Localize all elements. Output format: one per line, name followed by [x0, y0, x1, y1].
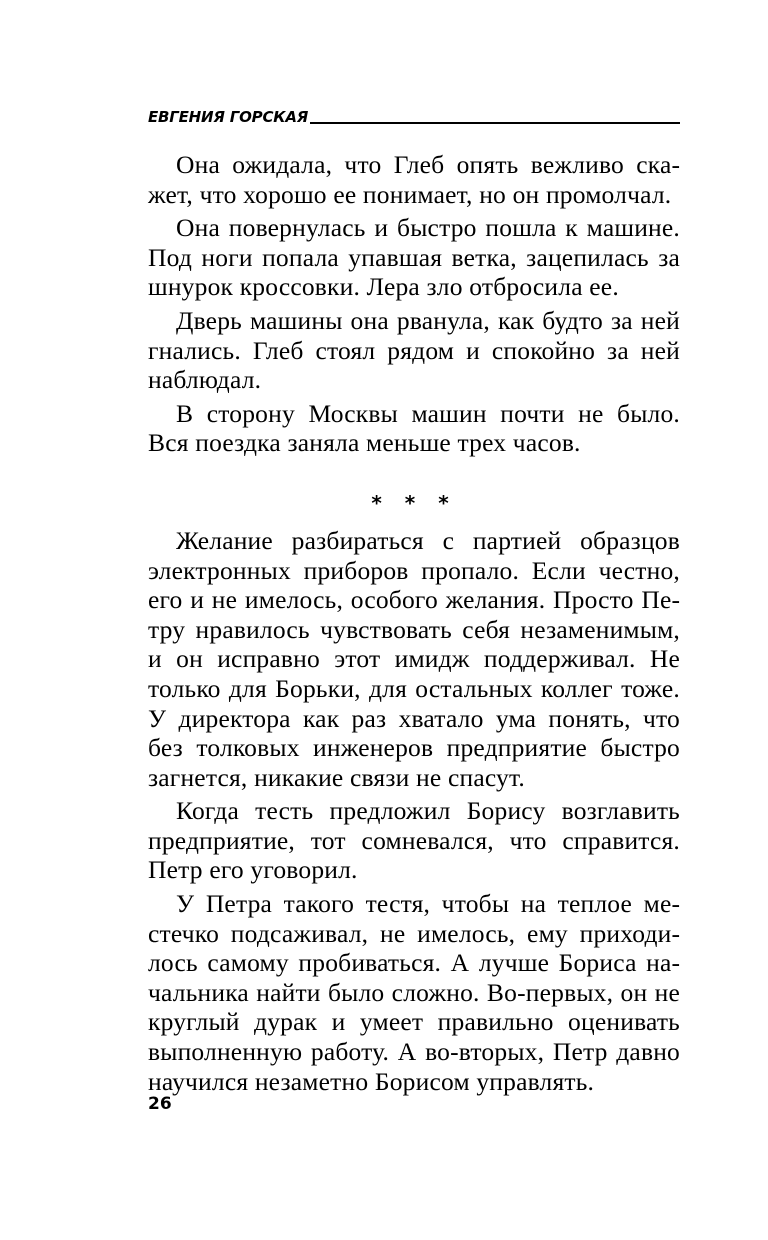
paragraph: У Петра такого тестя, чтобы на теплое местечко подсаживал, не имелось, ему приходилось самому пробиваться. А лучше Бориса начальника найти было сложно. Во-первых, он не круглый дурак и умеет правильно оценивать выполненную работу. А во-вторых, Петр давно научился незаметно Борисом управлять. — [148, 889, 680, 1096]
paragraph: Она ожидала, что Глеб опять вежливо скажет, что хорошо ее понимает, но он промолчал. — [148, 150, 680, 209]
running-header — [148, 104, 680, 126]
paragraph: Она повернулась и быстро пошла к машине. Под ноги попала упавшая ветка, зацепилась за шнурок кроссовки. Лера зло отбросила ее. — [148, 213, 680, 302]
paragraph: Желание разбираться с партией образцов электронных приборов пропало. Если честно, его и не имелось, особого желания. Просто Петру нравилось чувствовать себя незаменимым, и он исправно этот имидж поддерживал. Не только для Борьки, для остальных коллег тоже. У директора как раз хватало ума понять, что без толковых инженеров предприятие быстро загнется, никакие связи не спасут. — [148, 525, 680, 792]
paragraph: Дверь машины она рванула, как будто за ней гнались. Глеб стоял рядом и спокойно за ней наблюдал. — [148, 305, 680, 395]
header-rule — [310, 122, 680, 124]
section-separator: * * * — [371, 490, 457, 515]
page-body — [148, 150, 680, 1100]
paragraph: Когда тесть предложил Борису возглавить предприятие, тот сомневался, что справится. Петр его уговорил. — [148, 796, 680, 885]
author-name: ЕВГЕНИЯ ГОРСКАЯ — [148, 108, 309, 126]
paragraph: В сторону Москвы машин почти не было. Вся поездка заняла меньше трех часов. — [148, 398, 680, 458]
page-number: 26 — [148, 1094, 172, 1114]
